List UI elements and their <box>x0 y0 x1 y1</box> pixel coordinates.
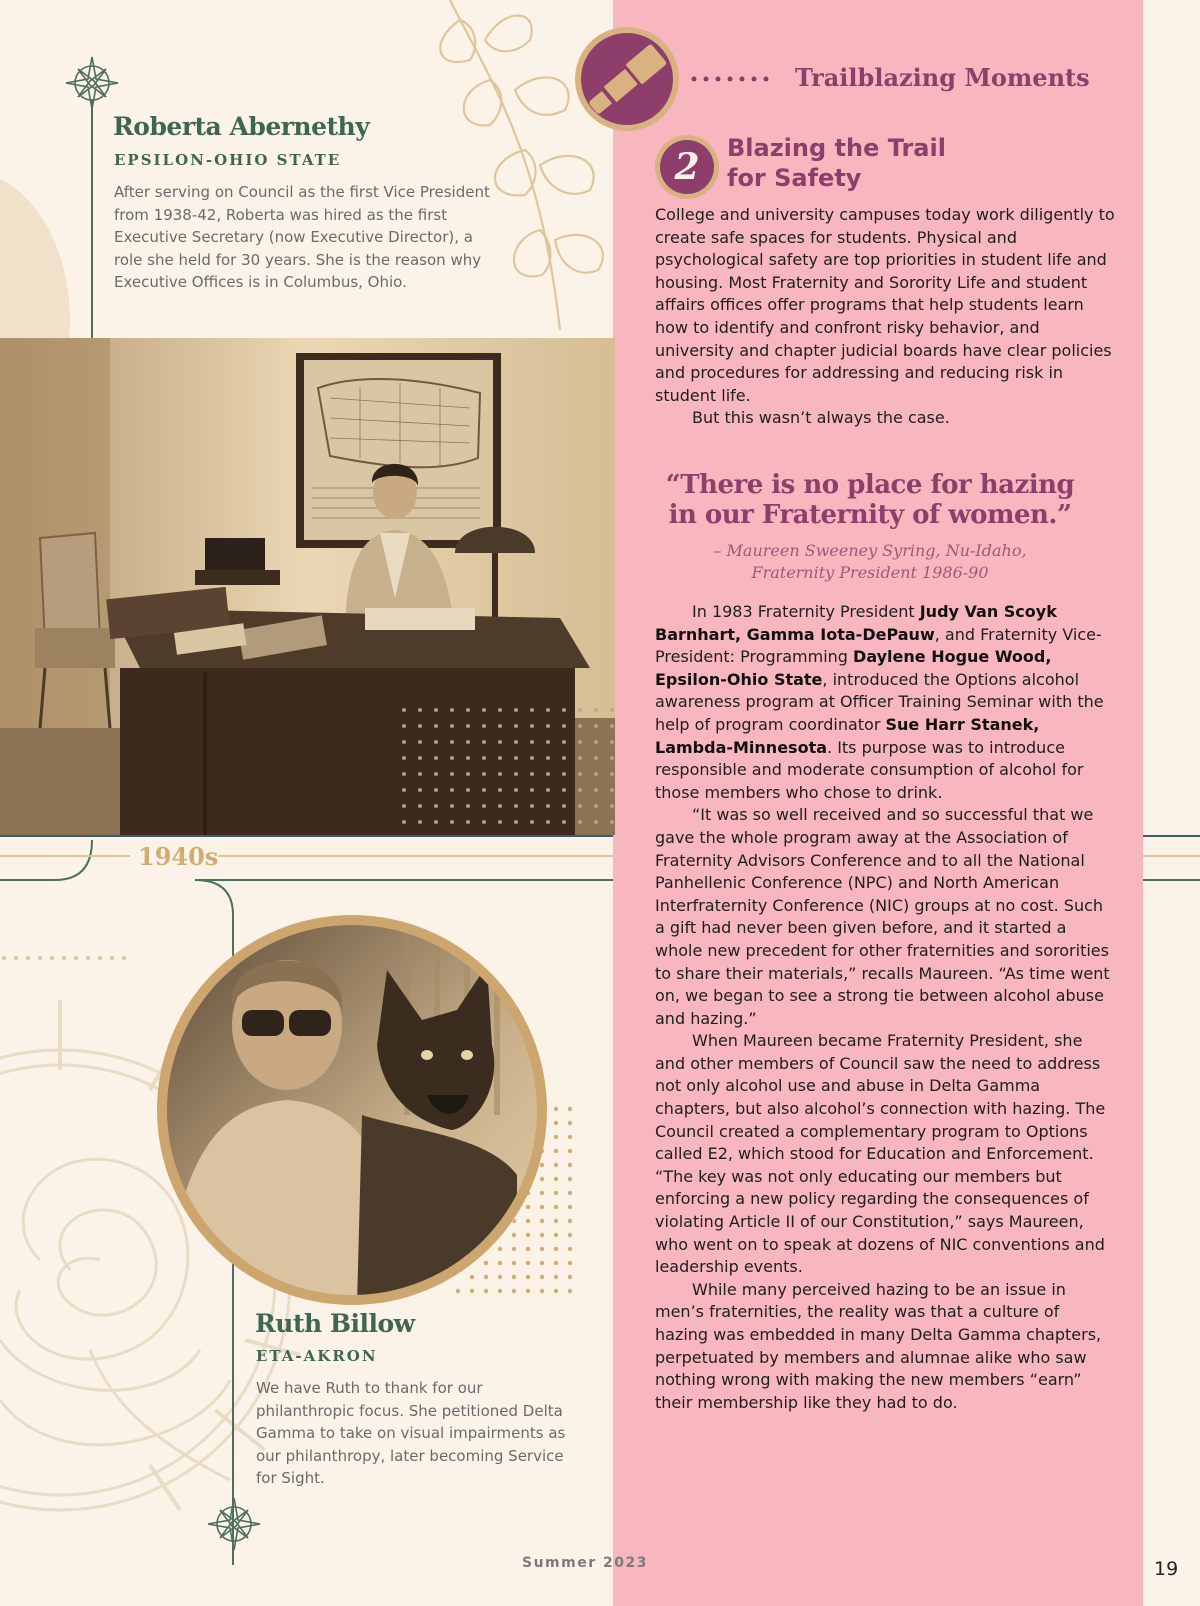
pull-quote-line: “There is no place for hazing <box>665 470 1075 500</box>
compass-star-icon <box>206 1496 262 1552</box>
pull-quote-line: in our Fraternity of women.” <box>668 500 1072 530</box>
article-title <box>727 133 987 193</box>
spyglass-icon <box>574 26 680 132</box>
profile-name: Ruth Billow <box>255 1309 415 1338</box>
article-title-line: for Safety <box>727 164 862 192</box>
paragraph: When Maureen became Fraternity President, she and other members of Council saw the need to address not only alcohol use and abuse in Delta Gamma chapters, but also alcohol’s connection with hazing. The Council created a complementary program to Options called E2, which stood for Education and Enforcement. “The key was not only educating our members but enforcing a new policy regarding the consequences of violating Article II of our Constitution,” says Maureen, who went on to speak at dozens of NIC conventions and leadership events. <box>655 1031 1106 1277</box>
page-number: 19 <box>1154 1558 1179 1580</box>
compass-star-icon <box>64 55 120 111</box>
attribution-line: Fraternity President 1986-90 <box>751 563 989 582</box>
office-photo <box>0 338 615 835</box>
pull-quote-attribution <box>640 540 1100 584</box>
ruth-photo <box>157 915 547 1305</box>
attribution-line: – Maureen Sweeney Syring, Nu-Idaho, <box>713 541 1027 560</box>
paragraph: “It was so well received and so successful that we gave the whole program away at the Association of Fraternity Advisors Conference and to all the National Panhellenic Conference (NPC) and North American Interfraternity Conference (NIC) groups at no cost. Such a gift had never been given before, and it started a whole new precedent for other fraternities and sororities to share their materials,” recalls Maureen. “As time went on, we began to see a strong tie between alcohol abuse and hazing.” <box>655 805 1110 1028</box>
article-body <box>655 601 1115 1414</box>
paragraph: While many perceived hazing to be an issue in men’s fraternities, the reality was that a culture of hazing was embedded in many Delta Gamma chapters, perpetuated by members and alumnae alike who saw nothing wrong with making the new members “earn” their membership like they had to do. <box>655 1279 1102 1412</box>
profile-chapter: EPSILON-OHIO STATE <box>114 151 342 169</box>
section-heading: Trailblazing Moments <box>795 63 1090 92</box>
heading-dots <box>690 71 780 87</box>
profile-bio: After serving on Council as the first Vice President from 1938-42, Roberta was hired as the first Executive Secretary (now Executive Director), a role she held for 30 years. She is the reason why Executive Offices is in Columbus, Ohio. <box>114 183 490 291</box>
profile-bio: We have Ruth to thank for our philanthropic focus. She petitioned Delta Gamma to take on visual impairments as our philanthropy, later becoming Service for Sight. <box>256 1379 566 1487</box>
paragraph: But this wasn’t always the case. <box>692 408 950 428</box>
profile-name: Roberta Abernethy <box>113 112 370 141</box>
paragraph: In 1983 Fraternity President Judy Van Scoyk Barnhart, Gamma Iota-DePauw, and Fraternity Vice-President: Programming Daylene Hogue Wood, Epsilon-Ohio State, introduced the Options alcohol awareness program at Officer Training Seminar with the help of program coordinator Sue Harr Stanek, Lambda-Minnesota. Its purpose was to introduce responsible and moderate consumption of alcohol for those members who chose to drink. <box>655 602 1104 802</box>
article-number: 2 <box>674 146 700 188</box>
footer-issue: Summer 2023 <box>522 1555 648 1571</box>
pull-quote <box>640 470 1100 530</box>
paragraph: College and university campuses today work diligently to create safe spaces for students. Physical and psychological safety are top priorities in student life and housing. Most Fraternity and Sorority Life and student affairs offices offer programs that help students learn how to identify and confront risky behavior, and university and chapter judicial boards have clear policies and procedures for addressing and reducing risk in student life. <box>655 205 1115 405</box>
timeline-decade: 1940s <box>138 842 219 871</box>
profile-chapter: ETA-AKRON <box>256 1347 378 1365</box>
article-intro <box>655 204 1115 430</box>
article-title-line: Blazing the Trail <box>727 134 946 162</box>
